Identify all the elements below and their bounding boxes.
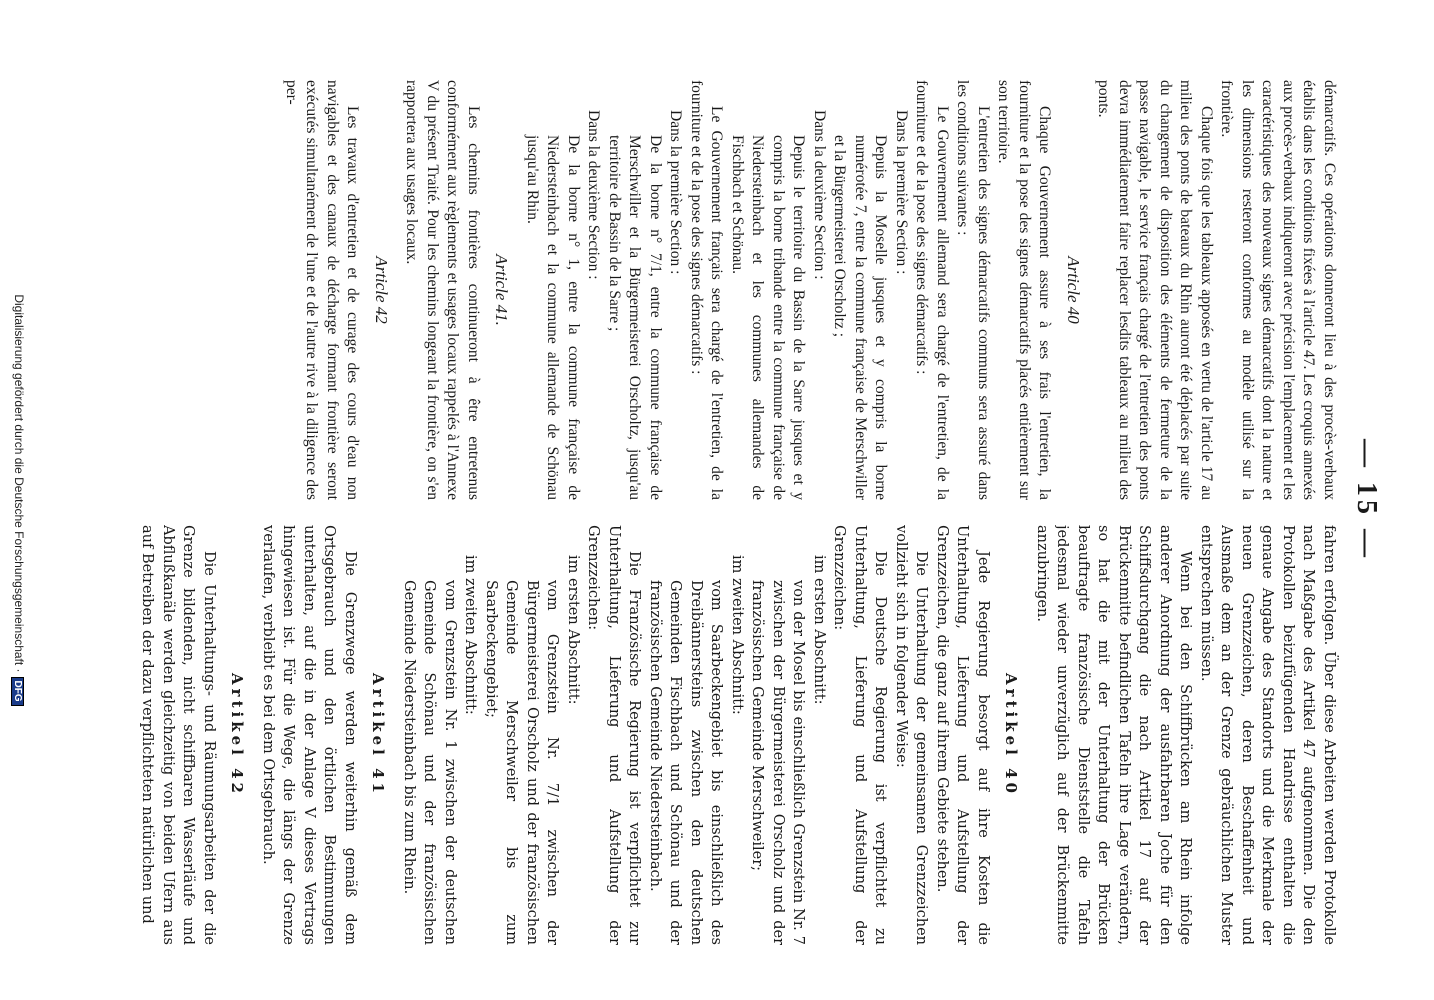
- section-label: im ersten Abschnitt:: [565, 555, 581, 705]
- section-label: im zweiten Abschnitt:: [729, 555, 745, 715]
- section-text: Depuis le territoire du Bassin de la Sarre jusques et y compris la borne tribande entre la commune française de Niedersteinbach et les communes allemandes de Fischbach et Schönau.: [729, 135, 808, 500]
- french-column: [119, 80, 1339, 500]
- article-40-heading-de: Artikel 40: [1002, 673, 1021, 797]
- paragraph: Die Deutsche Regierung ist verpflichtet zu Unterhaltung, Lieferung und Aufstellung der Grenzzeichen:: [831, 525, 889, 945]
- paragraph: Les travaux d'entretien et de curage des cours d'eau non navigables et des canaux de décharge formant frontière seront exécutés simultanément de l'une et de l'autre rive à la diligence des per-: [283, 80, 362, 500]
- paragraph: Jede Regierung besorgt auf ihre Kosten die Unterhaltung, Lieferung und Aufstellung der Grenzzeichen, die ganz auf ihrem Gebiete stehen.: [934, 525, 991, 945]
- section-text: vom Grenzstein Nr. 1 zwischen der deutschen Gemeinde Schönau und der französischen Gemeinde Niedersteinbach bis zum Rhein.: [401, 580, 458, 945]
- section-label: Dans la deuxième Section :: [585, 110, 603, 280]
- article-41-heading-de: Artikel 41: [369, 673, 388, 797]
- paragraph: démarcatifs. Ces opérations donneront lieu à des procès-verbaux établis dans les conditions fixées à l'article 47. Les croquis annexés aux procès-verbaux indiqueront avec précision l'emplacement et les caractéristiques des nouveaux signes démarcatifs dont la nature et les dimensions resteront conformes au modèle utilisé sur la frontière.: [1218, 80, 1338, 500]
- paragraph: Die Grenzwege werden weiterhin gemäß dem Ortsgebrauch und den örtlichen Bestimmungen unterhalten, auf die in der Anlage V dieses Vertrags hingewiesen ist. Für die Wege, die längs der Grenze verlaufen, verbleibt es bei dem Ortsgebrauch.: [260, 525, 358, 945]
- article-42-heading-de: Artikel 42: [228, 673, 247, 797]
- article-40-heading-fr: Article 40: [1064, 256, 1083, 324]
- paragraph: Wenn bei den Schiffbrücken am Rhein infolge anderer Anordnung der ausfahrbaren Joche für den Schiffsdurchgang die nach Artikel 17 auf der Brückenmitte befindlichen Tafeln ihre Lage verändern, so hat die mit der Unterhaltung der Brücken beauftragte französische Dienststelle die Tafeln jedesmal wieder unverzüglich auf der Brückenmitte anzubringen.: [1034, 525, 1194, 945]
- section-label: Dans la première Section :: [667, 110, 685, 275]
- section-text: De la borne n° 1, entre la commune française de Niedersteinbach et la commune allemande de Schönau jusqu'au Rhin.: [524, 135, 582, 500]
- paragraph: Chaque Gouvernement assure à ses frais l'entretien, la fourniture et la pose des signes démarcatifs placés entièrement sur son territoire.: [995, 80, 1054, 500]
- article-41-heading-fr: Article 41.: [492, 254, 512, 326]
- paragraph: Die Unterhaltung der gemeinsamen Grenzzeichen vollzieht sich in folgender Weise:: [893, 525, 930, 945]
- paragraph: Die Französische Regierung ist verpflichtet zur Unterhaltung, Lieferung und Aufstellung der Grenzzeichen:: [585, 525, 643, 945]
- section-label: Dans la première Section :: [893, 110, 910, 275]
- article-42-heading-fr: Article 42: [372, 256, 391, 324]
- paragraph: Le Gouvernement français sera chargé de l'entretien, de la fourniture et de la pose des signes démarcatifs :: [688, 80, 726, 500]
- section-text: vom Saarbeckengebiet bis einschließlich des Dreibännersteins zwischen den deutschen Gemeinden Fischbach und Schönau und der französischen Gemeinde Niedersteinbach.: [647, 580, 725, 945]
- section-label: im ersten Abschnitt:: [811, 555, 827, 705]
- paragraph: Le Gouvernement allemand sera chargé de l'entretien, de la fourniture et de la pose des signes démarcatifs :: [913, 80, 951, 500]
- footer-text: Digitalisierung gefördert durch die Deutsche Forschungsgemeinschaft ·: [12, 294, 26, 673]
- paragraph: fahren erfolgen. Über diese Arbeiten werden Protokolle nach Maßgabe des Artikel 47 aufgenommen. Die den Protokollen beizufügenden Handrisse enthalten die genaue Angabe des Standorts und die Merkmale der neuen Grenzzeichen, deren Beschaffenheit und Ausmaße dem an der Grenze gebräuchlichen Muster entsprechen müssen.: [1198, 525, 1337, 945]
- section-label: im zweiten Abschnitt:: [462, 555, 479, 715]
- section-text: De la borne n° 7/1, entre la commune française de Merschwiller et la Bürgermeisterei Orscholtz, jusqu'au territoire de Bassin de la Sarre ;: [606, 135, 664, 500]
- section-text: von der Mosel bis einschließlich Grenzstein Nr. 7 zwischen der Bürgermeisterei Orscholz und der französischen Gemeinde Merschweiler;: [749, 580, 807, 945]
- page-number: — 15 —: [1351, 439, 1382, 561]
- dfg-logo: DFG: [11, 677, 24, 706]
- paragraph: Les chemins frontières continueront à être entretenus conformément aux règlements et usages locaux rappelés à l'Annexe V du présent Traité. Pour les chemins longeant la frontière, on s'en rapportera aux usages locaux.: [403, 80, 482, 500]
- german-column: [119, 525, 1339, 945]
- paragraph: Die Unterhaltungs- und Räumungsarbeiten der die Grenze bildenden, nicht schiffbaren Wasserläufe und Abflußkanäle werden gleichzeitig von beiden Ufern aus auf Betreiben der dazu verpflichteten natürlichen und: [139, 525, 217, 945]
- section-text: vom Grenzstein Nr. 7/1 zwischen der Bürgermeisterei Orscholz und der französischen Gemeinde Merschweiler bis zum Saarbeckengebiet;: [483, 580, 561, 945]
- digitization-footer: [11, 0, 26, 1000]
- section-text: Depuis la Moselle jusques et y compris la borne numérotée 7, entre la commune française de Merschwiller et la Bürgermeisterei Orscholtz ;: [831, 135, 890, 500]
- section-label: Dans la deuxième Section :: [811, 110, 828, 280]
- paragraph: L'entretien des signes démarcatifs communs sera assuré dans les conditions suivantes :: [954, 80, 992, 500]
- paragraph: Chaque fois que les tableaux apposés en vertu de l'article 17 au milieu des ponts de bateaux du Rhin auront été déplacés par suite du changement de disposition des éléments de fermeture de la passe navigable, le service français chargé de l'entretien des ponts devra immédiatement faire replacer lesdits tableaux au milieu des ponts.: [1095, 80, 1215, 500]
